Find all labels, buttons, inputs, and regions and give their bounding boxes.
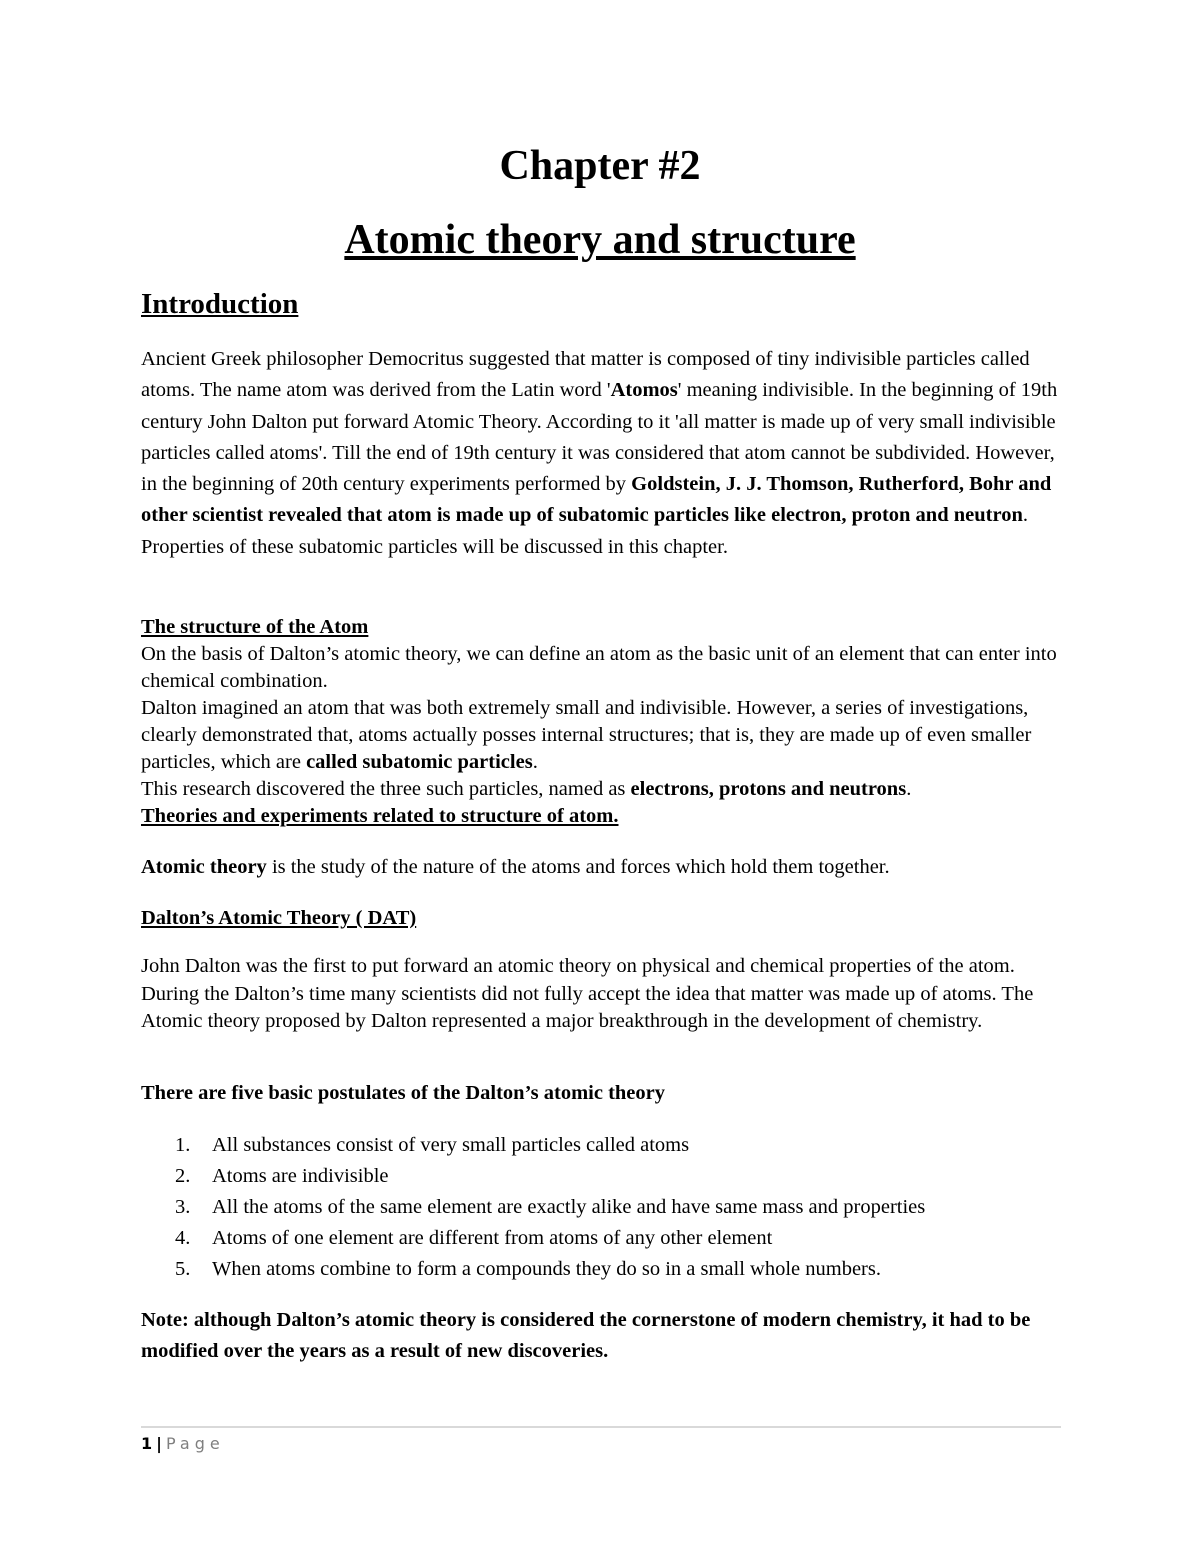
list-text: All the atoms of the same element are exactly alike and have same mass and properties: [212, 1196, 926, 1218]
page-number: 1: [141, 1434, 153, 1453]
intro-text-2: ' meaning indivisible. In the beginning of 19th century John Dalton put forward Atomic Theory. According to it 'all matter is made up of very small indivisible particles called atoms'. Till the end of 19th century it was considered that atom cannot be subdivided. However, in the beginning of 20th century experiments performed by: [141, 379, 1058, 496]
structure-heading: The structure of the Atom: [141, 616, 369, 638]
dalton-text-b: The Atomic theory proposed by Dalton represented a major breakthrough in the development of chemistry.: [141, 982, 1034, 1032]
list-number: 3.: [175, 1196, 191, 1218]
postulates-list: [175, 1130, 925, 1285]
intro-text-3: . Properties of these subatomic particles will be discussed in this chapter.: [141, 504, 1028, 558]
structure-paragraph-2: [141, 695, 1061, 776]
footer-separator: |: [156, 1434, 162, 1453]
structure-paragraph-1: On the basis of Dalton’s atomic theory, we can define an atom as the basic unit of an element that can enter into chemical combination.: [141, 643, 1057, 692]
atomic-theory-term: Atomic theory: [141, 856, 267, 878]
list-text: When atoms combine to form a compounds they do so in a small whole numbers.: [212, 1258, 881, 1280]
introduction-heading: Introduction: [141, 288, 299, 320]
structure-text-2: Dalton imagined an atom that was both extremely small and indivisible. However, a series of investigations, clearly demonstrated that, atoms actually posses internal structures; that is, they are made up of even smaller particles, which are: [141, 697, 1032, 773]
note-paragraph: Note: although Dalton’s atomic theory is considered the cornerstone of modern chemistry, it had to be modified over the years as a result of new discoveries.: [141, 1309, 1031, 1362]
atomic-theory-definition: [141, 854, 1081, 881]
structure-paragraph-3: [141, 776, 1061, 803]
page-footer: [141, 1432, 225, 1456]
list-number: 1.: [175, 1134, 191, 1156]
page-label: Page: [165, 1434, 225, 1453]
list-item: [175, 1254, 925, 1285]
dalton-text-a: John Dalton was the first to put forward an atomic theory on physical and chemical properties of the atom. During the Dalton’s time many scientists did not fully accept the idea that matter was made up of atoms.: [141, 955, 1015, 1005]
theories-heading: Theories and experiments related to structure of atom.: [141, 805, 619, 827]
structure-text-3-end: .: [906, 778, 912, 800]
intro-text-1: Ancient Greek philosopher Democritus suggested that matter is composed of tiny indivisible particles called atoms. The name atom was derived from the Latin word ': [141, 348, 1030, 402]
list-text: Atoms of one element are different from atoms of any other element: [212, 1227, 773, 1249]
list-number: 2.: [175, 1165, 191, 1187]
subatomic-bold: called subatomic particles: [306, 751, 533, 773]
chapter-title: Chapter #2: [499, 143, 701, 189]
list-text: All substances consist of very small particles called atoms: [212, 1134, 690, 1156]
document-title: Atomic theory and structure: [344, 217, 856, 263]
structure-text-3: This research discovered the three such particles, named as: [141, 778, 631, 800]
postulates-heading: There are five basic postulates of the Dalton’s atomic theory: [141, 1082, 666, 1104]
particles-bold: electrons, protons and neutrons: [630, 778, 907, 800]
list-number: 4.: [175, 1227, 191, 1249]
list-item: [175, 1192, 925, 1223]
structure-section: [141, 614, 1061, 830]
dalton-paragraph: [141, 953, 1071, 1036]
list-text: Atoms are indivisible: [212, 1165, 389, 1187]
list-item: [175, 1223, 925, 1254]
scientists-bold: Goldstein, J. J. Thomson, Rutherford, Bohr and other scientist revealed that atom is made up of subatomic particles like electron, proton and neutron: [141, 473, 1052, 527]
list-item: [175, 1130, 925, 1161]
structure-text-2-end: .: [532, 751, 538, 773]
atomic-theory-text: is the study of the nature of the atoms and forces which hold them together.: [266, 856, 890, 878]
introduction-paragraph: [141, 344, 1061, 563]
list-number: 5.: [175, 1258, 191, 1280]
atomos-term: Atomos: [610, 379, 678, 402]
list-item: [175, 1161, 925, 1192]
dalton-heading: Dalton’s Atomic Theory ( DAT): [141, 907, 417, 929]
footer-divider: [141, 1426, 1061, 1428]
